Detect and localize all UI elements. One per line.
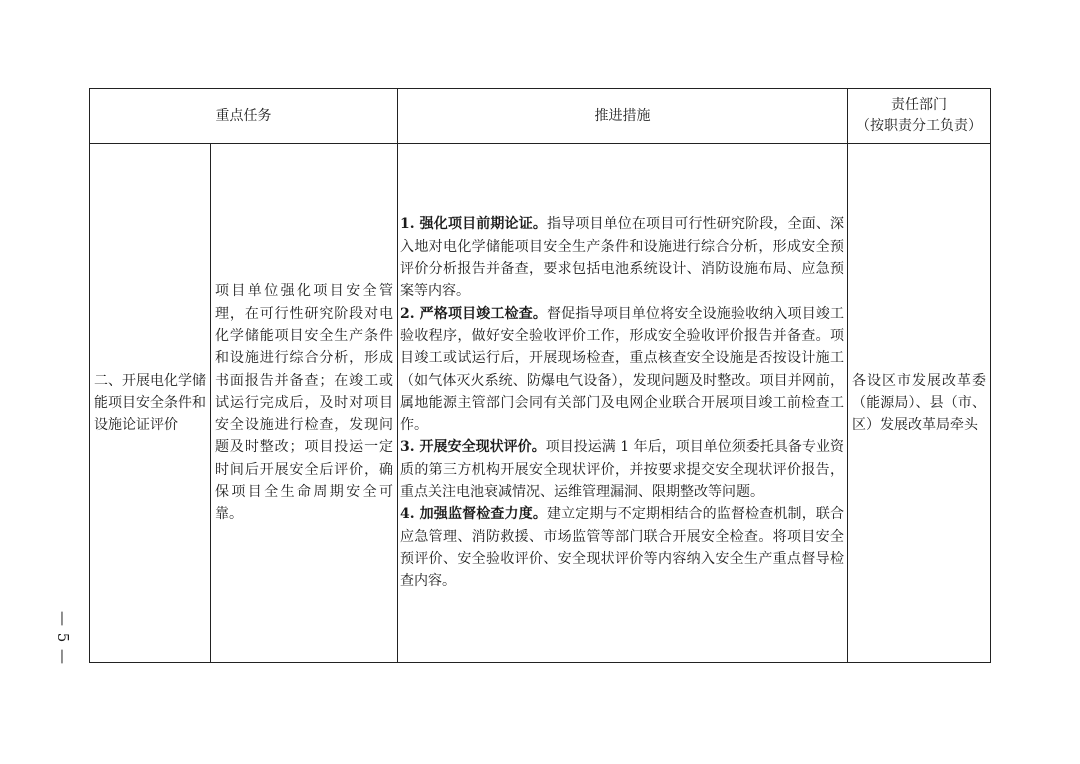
page-number xyxy=(52,612,74,664)
measure-title: 4. 加强监督检查力度。 xyxy=(400,506,547,523)
task-table xyxy=(89,88,991,663)
header-measures: 推进措施 xyxy=(594,107,651,124)
task-summary-cell xyxy=(211,144,397,662)
measure-text: 项目投运满 1 年后，项目单位须委托具备专业资质的第三方机构开展安全现状评价，并按要求提交安全现状评价报告，重点关注电池衰减情况、运维管理漏洞、限期整改等问题。 xyxy=(400,439,844,501)
header-dept: 责任部门 （按职责分工负责） xyxy=(856,97,982,134)
dept-text: 各设区市发展改革委（能源局）、县（市、区）发展改革局牵头 xyxy=(852,372,986,434)
task-title-cell xyxy=(90,144,210,662)
dept-cell xyxy=(848,144,990,662)
task-summary: 项目单位强化项目安全管理，在可行性研究阶段对电化学储能项目安全生产条件和设施进行综合分析，形成书面报告并备查；在竣工或试运行完成后，及时对项目安全设施进行检查，发现问题及时整改；项目投运一定时间后开展安全后评价，确保项目全生命周期安全可靠。 xyxy=(215,283,393,523)
measure-item xyxy=(400,213,844,302)
measure-item xyxy=(400,503,844,592)
measure-item xyxy=(400,436,844,503)
header-task: 重点任务 xyxy=(215,107,272,124)
measure-text: 建立定期与不定期相结合的监督检查机制，联合应急管理、消防救援、市场监管等部门联合开展安全检查。将项目安全预评价、安全验收评价、安全现状评价等内容纳入安全生产重点督导检查内容。 xyxy=(400,506,844,590)
page-number-text: — 5 — xyxy=(54,610,72,666)
measure-item xyxy=(400,303,844,437)
measure-title: 1. 强化项目前期论证。 xyxy=(400,216,547,233)
measure-text: 督促指导项目单位将安全设施验收纳入项目竣工验收程序，做好安全验收评价工作，形成安全验收评价报告并备查。项目竣工或试运行后，开展现场检查，重点核查安全设施是否按设计施工（如气体灭火系统、防爆电气设备），发现问题及时整改。项目并网前，属地能源主管部门会同有关部门及电网企业联合开展项目竣工前检查工作。 xyxy=(400,305,844,434)
task-title: 二、开展电化学储能项目安全条件和设施论证评价 xyxy=(94,373,206,433)
measures-list xyxy=(400,213,844,592)
measures-cell xyxy=(398,144,847,662)
measure-title: 2. 严格项目竣工检查。 xyxy=(400,305,547,322)
measure-text: 指导项目单位在项目可行性研究阶段，全面、深入地对电化学储能项目安全生产条件和设施进行综合分析，形成安全预评价分析报告并备查，要求包括电池系统设计、消防设施布局、应急预案等内容。 xyxy=(400,216,844,300)
measure-title: 3. 开展安全现状评价。 xyxy=(400,439,546,456)
